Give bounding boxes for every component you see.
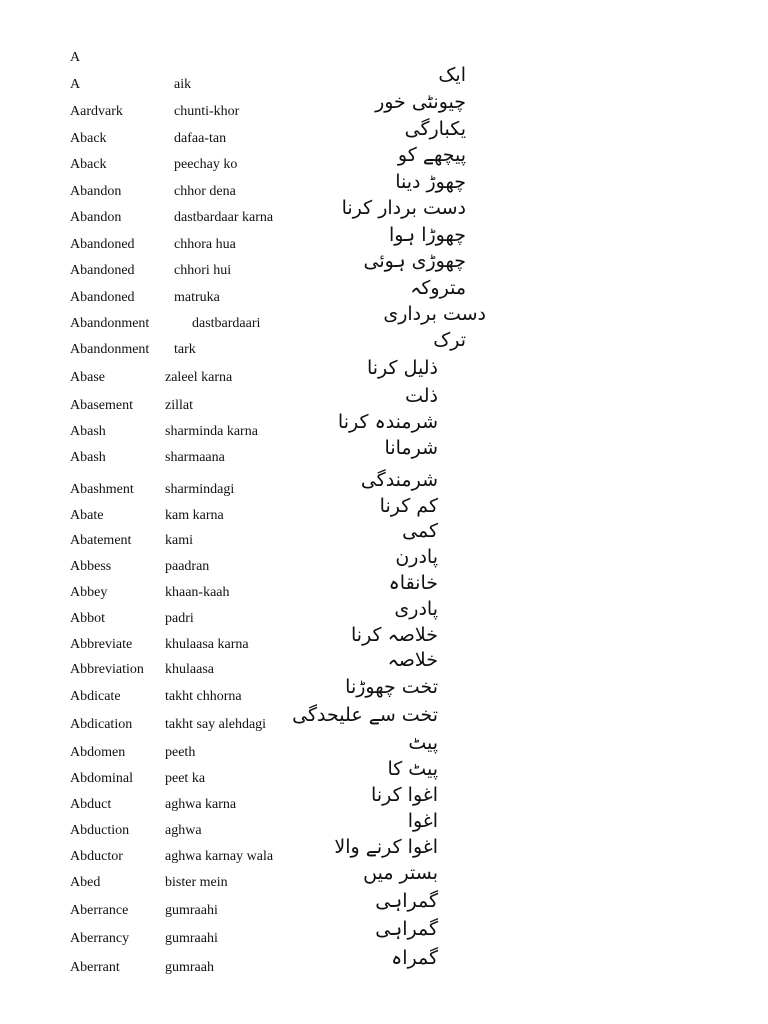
entry-row — [0, 197, 768, 236]
entry-row — [0, 91, 768, 130]
urdu-translation: تخت سے علیحدگی — [292, 704, 438, 726]
urdu-translation: پادرن — [395, 546, 438, 568]
urdu-translation: پادری — [394, 598, 438, 620]
english-word: Abdicate — [70, 689, 121, 704]
entry-row — [0, 546, 768, 585]
english-word: Abash — [70, 424, 106, 439]
roman-urdu-translation: gumraah — [165, 960, 214, 975]
urdu-translation: ذلیل کرنا — [366, 357, 438, 379]
english-word: Aberrant — [70, 960, 120, 975]
urdu-translation: کم کرنا — [379, 495, 438, 517]
entry-row — [0, 357, 768, 396]
roman-urdu-translation: zaleel karna — [165, 370, 233, 385]
english-word: Abbreviate — [70, 637, 133, 652]
english-word: Abatement — [70, 533, 132, 548]
roman-urdu-translation: peechay ko — [174, 157, 238, 172]
entry-row — [0, 118, 768, 157]
english-word: Abandonment — [70, 316, 150, 331]
english-word: Abandon — [70, 184, 122, 199]
roman-urdu-translation: bister mein — [165, 875, 228, 890]
roman-urdu-translation: paadran — [165, 559, 210, 574]
roman-urdu-translation: khulaasa — [165, 662, 214, 677]
urdu-translation: ترک — [433, 329, 466, 351]
urdu-translation: دست بردار کرنا — [341, 197, 466, 219]
urdu-translation: شرمندہ کرنا — [337, 411, 438, 433]
english-word: Aback — [70, 157, 107, 172]
english-word: Aberrance — [70, 903, 129, 918]
english-word: Abdomen — [70, 745, 126, 760]
english-word: Abbey — [70, 585, 108, 600]
urdu-translation: چھوڑا ہوا — [388, 224, 466, 246]
english-word: Abdominal — [70, 771, 133, 786]
english-word: Abdication — [70, 717, 133, 732]
urdu-translation: اغوا کرنے والا — [334, 836, 438, 858]
roman-urdu-translation: sharmindagi — [165, 482, 235, 497]
english-word: Abductor — [70, 849, 123, 864]
urdu-translation: چیونٹی خور — [375, 91, 466, 113]
english-word: Abashment — [70, 482, 134, 497]
urdu-translation: شرمانا — [384, 437, 438, 459]
roman-urdu-translation: khulaasa karna — [165, 637, 249, 652]
english-word: Abandonment — [70, 342, 150, 357]
roman-urdu-translation: chhori hui — [174, 263, 232, 278]
roman-urdu-translation: dafaa-tan — [174, 131, 227, 146]
roman-urdu-translation: aghwa — [165, 823, 202, 838]
roman-urdu-translation: tark — [174, 342, 196, 357]
urdu-translation: یکبارگی — [404, 118, 466, 140]
english-word: Abate — [70, 508, 104, 523]
roman-urdu-translation: padri — [165, 611, 194, 626]
roman-urdu-translation: peet ka — [165, 771, 206, 786]
english-word: Abed — [70, 875, 101, 890]
english-word: Abasement — [70, 398, 133, 413]
urdu-translation: گمراہی — [375, 890, 438, 912]
english-word: Abandon — [70, 210, 122, 225]
entry-row — [0, 520, 768, 559]
roman-urdu-translation: zillat — [165, 398, 193, 413]
roman-urdu-translation: sharmaana — [165, 450, 225, 465]
roman-urdu-translation: khaan-kaah — [165, 585, 230, 600]
roman-urdu-translation: chhora hua — [174, 237, 236, 252]
english-word: Abduction — [70, 823, 130, 838]
roman-urdu-translation: aik — [174, 77, 192, 92]
urdu-translation: خلاصہ — [387, 649, 438, 671]
english-word: Abandoned — [70, 290, 135, 305]
urdu-translation: چھوڑی ہوئی — [363, 250, 466, 272]
urdu-translation: گمراہ — [391, 947, 438, 969]
urdu-translation: خلاصہ کرنا — [351, 624, 438, 646]
urdu-translation: گمراہی — [375, 918, 438, 940]
roman-urdu-translation: takht chhorna — [165, 689, 242, 704]
urdu-translation: پیٹ کا — [387, 758, 438, 780]
english-word: A — [70, 77, 81, 92]
roman-urdu-translation: sharminda karna — [165, 424, 258, 439]
entry-row — [0, 250, 768, 289]
english-word: Abbess — [70, 559, 112, 574]
entry-row — [0, 704, 768, 743]
entry-row — [0, 784, 768, 823]
roman-urdu-translation: matruka — [174, 290, 220, 305]
english-word: Abandoned — [70, 237, 135, 252]
entry-row — [0, 303, 768, 342]
urdu-translation: دست برداری — [383, 303, 486, 325]
urdu-translation: بستر میں — [363, 862, 438, 884]
section-heading: A — [70, 50, 81, 65]
entry-row — [0, 495, 768, 534]
roman-urdu-translation: aghwa karnay wala — [165, 849, 274, 864]
roman-urdu-translation: aghwa karna — [165, 797, 237, 812]
english-word: Abash — [70, 450, 106, 465]
entry-row — [0, 572, 768, 611]
urdu-translation: اغوا کرنا — [371, 784, 438, 806]
roman-urdu-translation: chunti-khor — [174, 104, 240, 119]
roman-urdu-translation: peeth — [165, 745, 196, 760]
roman-urdu-translation: gumraahi — [165, 931, 218, 946]
english-word: Abase — [70, 370, 105, 385]
roman-urdu-translation: dastbardaar karna — [174, 210, 274, 225]
entry-row — [0, 144, 768, 183]
english-word: Aberrancy — [70, 931, 130, 946]
english-word: Abbreviation — [70, 662, 144, 677]
english-word: Aardvark — [70, 104, 123, 119]
entry-row — [0, 624, 768, 663]
roman-urdu-translation: takht say alehdagi — [165, 717, 267, 732]
urdu-translation: ایک — [438, 64, 466, 86]
urdu-translation: اغوا — [407, 810, 438, 832]
english-word: Abduct — [70, 797, 112, 812]
english-word: Aback — [70, 131, 107, 146]
roman-urdu-translation: gumraahi — [165, 903, 218, 918]
entry-row — [0, 918, 768, 957]
urdu-translation: شرمندگی — [360, 469, 438, 491]
entry-row — [0, 947, 768, 986]
urdu-translation: پیٹ — [408, 732, 438, 754]
urdu-translation: کمی — [402, 520, 438, 542]
roman-urdu-translation: kam karna — [165, 508, 224, 523]
urdu-translation: ذلت — [405, 385, 438, 407]
urdu-translation: تخت چھوڑنا — [345, 676, 438, 698]
urdu-translation: پیچھے کو — [397, 144, 466, 166]
english-word: Abbot — [70, 611, 105, 626]
roman-urdu-translation: kami — [165, 533, 193, 548]
english-word: Abandoned — [70, 263, 135, 278]
urdu-translation: خانقاہ — [388, 572, 438, 594]
roman-urdu-translation: chhor dena — [174, 184, 236, 199]
entry-row — [0, 732, 768, 771]
urdu-translation: چھوڑ دینا — [395, 171, 466, 193]
urdu-translation: متروکہ — [410, 277, 466, 299]
roman-urdu-translation: dastbardaari — [192, 316, 261, 331]
